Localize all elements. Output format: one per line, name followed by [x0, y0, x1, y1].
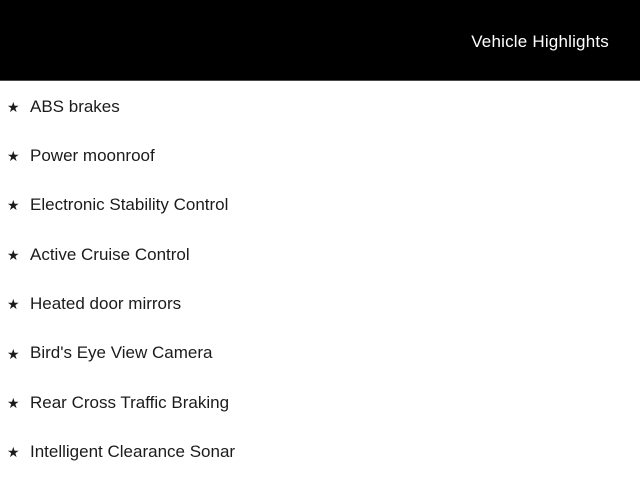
highlight-label: Active Cruise Control: [30, 244, 190, 264]
highlight-label: Bird's Eye View Camera: [30, 343, 213, 363]
highlight-label: Electronic Stability Control: [30, 195, 229, 215]
highlight-item: [0, 428, 640, 477]
highlight-item: [0, 378, 640, 427]
star-icon: ★: [7, 296, 20, 313]
highlight-item: [0, 280, 640, 329]
highlight-item: [0, 230, 640, 279]
highlight-item: [0, 329, 640, 378]
star-icon: ★: [7, 395, 20, 412]
highlight-label: Intelligent Clearance Sonar: [30, 442, 236, 462]
star-icon: ★: [7, 246, 20, 263]
star-icon: ★: [7, 98, 20, 115]
highlight-item: [0, 131, 640, 180]
highlights-list: [0, 81, 640, 477]
star-icon: ★: [7, 345, 20, 362]
highlight-label: ABS brakes: [30, 96, 120, 116]
highlight-label: Heated door mirrors: [30, 294, 182, 314]
star-icon: ★: [7, 444, 20, 461]
page-title: Vehicle Highlights: [471, 32, 609, 51]
star-icon: ★: [7, 197, 20, 214]
header-bar: [0, 0, 640, 81]
highlight-item: [0, 181, 640, 230]
highlight-item: [0, 82, 640, 131]
highlight-label: Rear Cross Traffic Braking: [30, 392, 230, 412]
highlight-label: Power moonroof: [30, 145, 155, 165]
star-icon: ★: [7, 148, 20, 165]
